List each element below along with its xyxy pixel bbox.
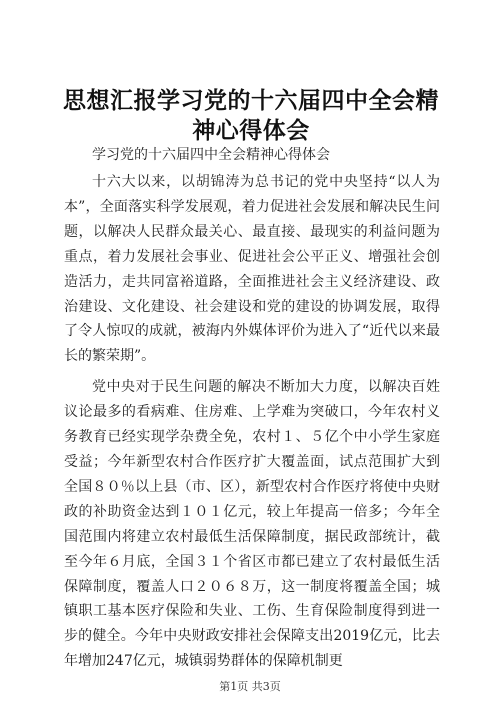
document-title: 思想汇报学习党的十六届四中全会精神心得体会 (63, 87, 439, 144)
document-body (64, 170, 440, 674)
body-paragraph: 党中央对于民生问题的解决不断加大力度，以解决百姓议论最多的看病难、住房难、上学难为突破口，今年农村义务教育已经实现学杂费全免，农村１、５亿个中小学生家庭受益；今年新型农村合作医疗扩大覆盖面，试点范围扩大到全国８０％以上县（市、区），新型农村合作医疗将使中央财政的补助资金达到１０１亿元，较上年提高一倍多；今年全国范围内将建立农村最低生活保障制度，据民政部统计，截至今年６月底，全国３１个省区市都已建立了农村最低生活保障制度，覆盖人口２０６８万，这一制度将覆盖全国；城镇职工基本医疗保险和失业、工伤、生育保险制度得到进一步的健全。今年中央财政安排社会保障支出2019亿元，比去年增加247亿元，城镇弱势群体的保障机制更 (64, 379, 440, 670)
document-subtitle: 学习党的十六届四中全会精神心得体会 (92, 147, 330, 163)
body-paragraph: 十六大以来，以胡锦涛为总书记的党中央坚持“以人为本”，全面落实科学发展观，着力促进社会发展和解决民生问题，以解决人民群众最关心、最直接、最现实的利益问题为重点，着力发展社会事业、促进社会公平正义、增强社会创造活力，走共同富裕道路，全面推进社会主义经济建设、政治建设、文化建设、社会建设和党的建设的协调发展，取得了令人惊叹的成就，被海内外媒体评价为进入了“近代以来最长的繁荣期”。 (64, 174, 440, 365)
page-number: 第1页 共3页 (219, 680, 281, 693)
